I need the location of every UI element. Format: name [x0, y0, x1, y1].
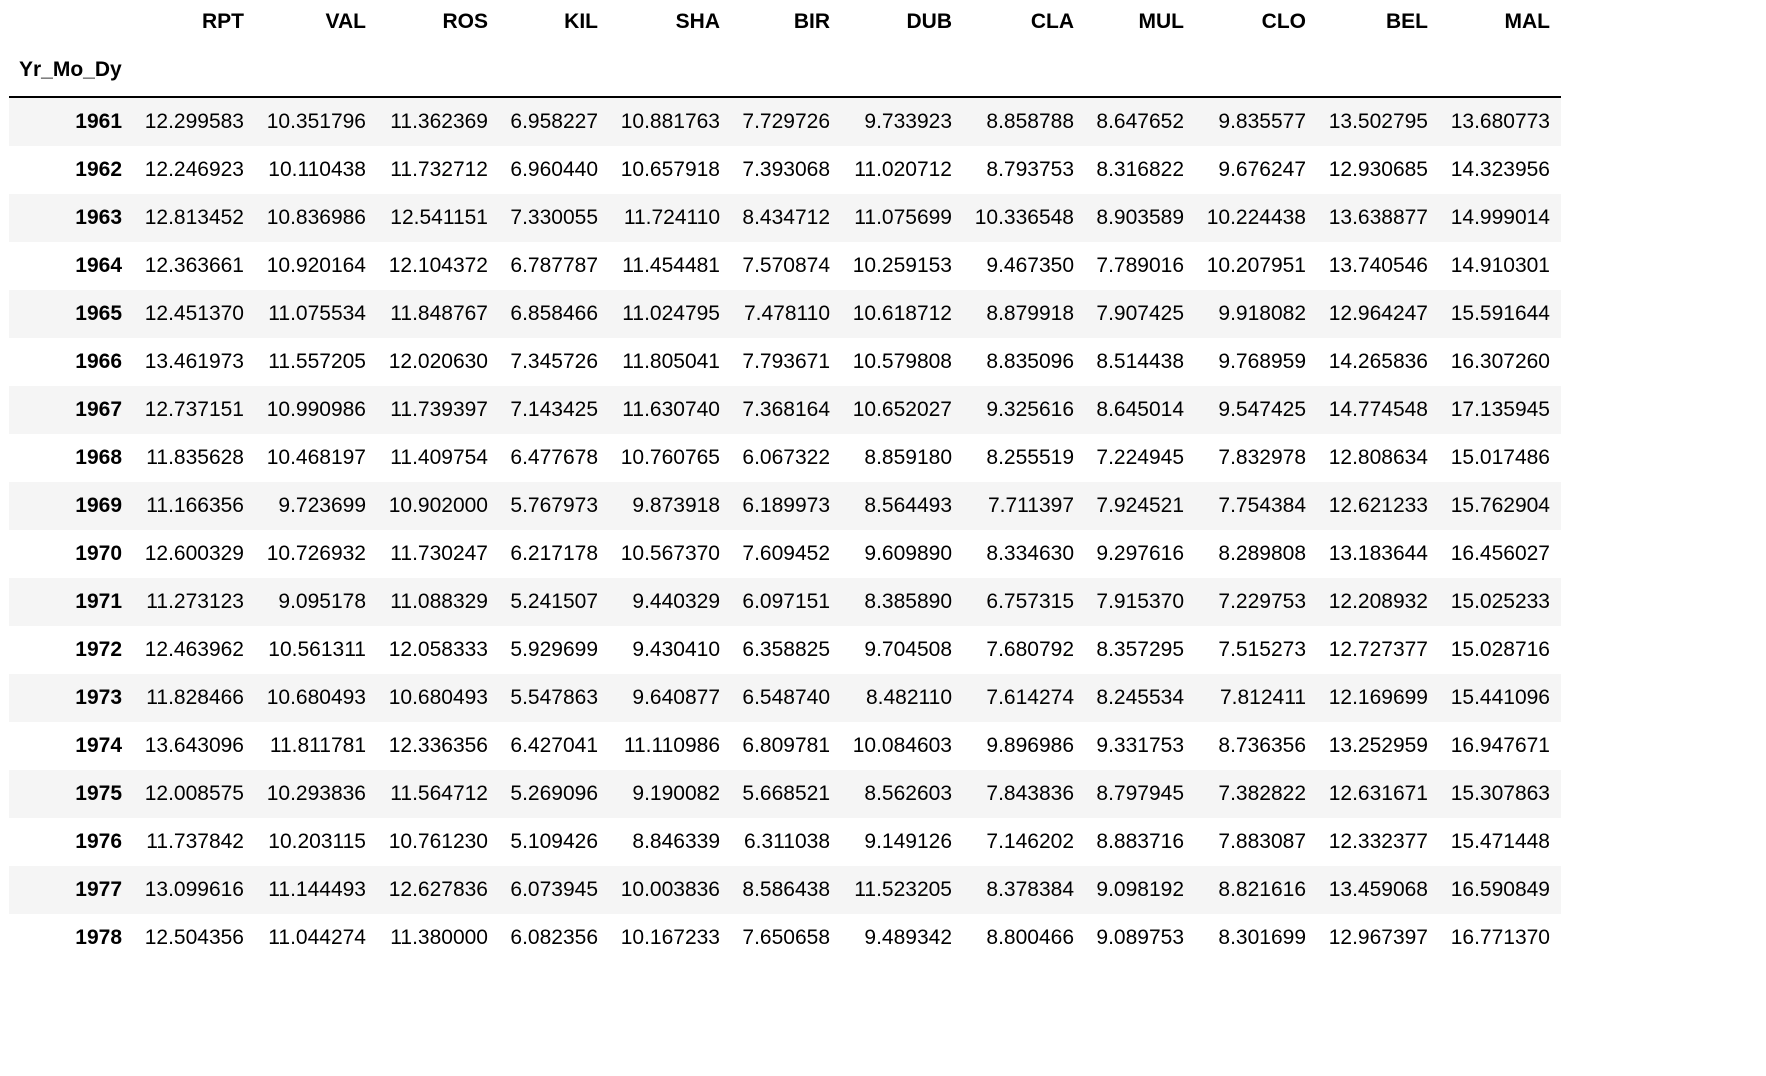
table-cell-cla: 8.334630 [986, 542, 1074, 565]
table-cell-mal: 14.323956 [1450, 158, 1550, 181]
table-cell-val: 11.144493 [268, 878, 366, 901]
table-row [9, 290, 1561, 338]
table-cell-mul: 8.645014 [1096, 398, 1184, 421]
table-cell-bir: 6.311038 [743, 830, 830, 853]
table-cell-mul: 9.089753 [1096, 926, 1184, 949]
table-cell-val: 10.836986 [266, 206, 366, 229]
table-cell-val: 10.561311 [268, 638, 366, 661]
table-cell-bir: 7.609452 [742, 542, 830, 565]
table-cell-bir: 7.570874 [742, 254, 830, 277]
table-cell-dub: 10.652027 [852, 398, 952, 421]
index-header-spacer [609, 44, 731, 97]
table-cell-cla: 7.843836 [986, 782, 1074, 805]
table-cell-bir: 6.097151 [742, 590, 830, 613]
column-header-mal: MAL [1504, 10, 1550, 33]
table-cell-mal: 15.471448 [1450, 830, 1550, 853]
table-cell-val: 10.680493 [266, 686, 366, 709]
row-index: 1975 [75, 782, 122, 805]
table-cell-kil: 5.269096 [510, 782, 598, 805]
table-cell-val: 10.468197 [266, 446, 366, 469]
table-cell-dub: 9.733923 [864, 110, 952, 133]
table-cell-clo: 9.547425 [1218, 398, 1306, 421]
table-cell-val: 11.075534 [268, 302, 366, 325]
table-cell-bir: 8.586438 [742, 878, 830, 901]
table-cell-kil: 6.217178 [510, 542, 598, 565]
table-cell-rpt: 12.600329 [144, 542, 244, 565]
table-cell-bel: 13.638877 [1328, 206, 1428, 229]
table-cell-dub: 8.385890 [864, 590, 952, 613]
table-cell-mal: 14.910301 [1450, 254, 1550, 277]
table-cell-sha: 9.430410 [632, 638, 720, 661]
table-cell-val: 11.044274 [268, 926, 366, 949]
index-header-spacer [731, 44, 841, 97]
table-cell-val: 11.557205 [268, 350, 366, 373]
table-cell-mul: 9.098192 [1096, 878, 1184, 901]
table-cell-ros: 10.680493 [388, 686, 488, 709]
table-cell-ros: 12.541151 [390, 206, 488, 229]
table-row [9, 386, 1561, 434]
table-cell-mal: 15.028716 [1450, 638, 1550, 661]
table-cell-rpt: 11.828466 [146, 686, 244, 709]
table-cell-dub: 9.149126 [864, 830, 952, 853]
table-row [9, 674, 1561, 722]
table-row [9, 482, 1561, 530]
table-cell-kil: 7.345726 [510, 350, 598, 373]
table-cell-bel: 12.332377 [1328, 830, 1428, 853]
table-cell-sha: 9.640877 [632, 686, 720, 709]
table-cell-kil: 5.547863 [510, 686, 598, 709]
table-cell-ros: 11.730247 [390, 542, 488, 565]
table-cell-bel: 14.265836 [1328, 350, 1428, 373]
table-row [9, 434, 1561, 482]
table-cell-cla: 7.146202 [986, 830, 1074, 853]
table-cell-clo: 7.515273 [1218, 638, 1306, 661]
table-cell-ros: 12.104372 [388, 254, 488, 277]
row-index: 1976 [75, 830, 122, 853]
table-cell-rpt: 12.008575 [144, 782, 244, 805]
table-cell-kil: 6.787787 [510, 254, 598, 277]
table-cell-bel: 13.459068 [1328, 878, 1428, 901]
row-index: 1968 [75, 446, 122, 469]
table-cell-kil: 6.958227 [510, 110, 598, 133]
index-header-spacer [133, 44, 255, 97]
table-cell-rpt: 12.737151 [144, 398, 244, 421]
table-cell-ros: 11.739397 [390, 398, 488, 421]
row-index: 1970 [75, 542, 122, 565]
table-cell-mal: 15.441096 [1450, 686, 1550, 709]
table-cell-val: 10.990986 [266, 398, 366, 421]
table-cell-bel: 13.183644 [1328, 542, 1428, 565]
table-cell-sha: 10.881763 [620, 110, 720, 133]
table-cell-dub: 8.482110 [865, 686, 952, 709]
index-header-spacer [1317, 44, 1439, 97]
table-cell-sha: 10.657918 [620, 158, 720, 181]
table-cell-rpt: 11.835628 [146, 446, 244, 469]
table-cell-bel: 12.631671 [1328, 782, 1428, 805]
table-cell-mal: 16.771370 [1450, 926, 1550, 949]
table-cell-bir: 6.067322 [742, 446, 830, 469]
table-cell-cla: 9.896986 [986, 734, 1074, 757]
table-cell-ros: 10.902000 [388, 494, 488, 517]
table-cell-rpt: 13.461973 [144, 350, 244, 373]
table-cell-cla: 7.680792 [986, 638, 1074, 661]
table-cell-mul: 7.224945 [1096, 446, 1184, 469]
table-cell-mal: 16.590849 [1450, 878, 1550, 901]
table-row [9, 338, 1561, 386]
table-cell-clo: 7.883087 [1218, 830, 1306, 853]
table-cell-cla: 8.858788 [986, 110, 1074, 133]
table-cell-ros: 12.058333 [388, 638, 488, 661]
table-cell-mal: 16.307260 [1450, 350, 1550, 373]
table-cell-bel: 13.740546 [1328, 254, 1428, 277]
table-cell-rpt: 12.463962 [144, 638, 244, 661]
table-cell-ros: 11.409754 [390, 446, 488, 469]
index-header-spacer [1439, 44, 1561, 97]
table-header [9, 0, 1561, 97]
table-cell-bel: 14.774548 [1328, 398, 1428, 421]
table-cell-mul: 8.903589 [1096, 206, 1184, 229]
table-cell-clo: 8.289808 [1218, 542, 1306, 565]
index-header-spacer [963, 44, 1085, 97]
table-cell-sha: 10.167233 [620, 926, 720, 949]
table-cell-clo: 8.736356 [1218, 734, 1306, 757]
table-cell-clo: 7.812411 [1219, 686, 1306, 709]
table-cell-dub: 9.489342 [864, 926, 952, 949]
table-cell-bir: 6.548740 [742, 686, 830, 709]
table-cell-mal: 15.307863 [1450, 782, 1550, 805]
table-cell-bir: 7.393068 [742, 158, 830, 181]
table-cell-bir: 5.668521 [742, 782, 830, 805]
table-cell-mal: 15.591644 [1450, 302, 1550, 325]
table-cell-rpt: 11.273123 [146, 590, 244, 613]
table-cell-mul: 8.883716 [1096, 830, 1184, 853]
table-cell-clo: 7.382822 [1218, 782, 1306, 805]
table-cell-sha: 10.760765 [620, 446, 720, 469]
table-cell-kil: 5.767973 [510, 494, 598, 517]
table-cell-cla: 6.757315 [986, 590, 1074, 613]
table-cell-rpt: 11.166356 [146, 494, 244, 517]
table-cell-bel: 13.252959 [1328, 734, 1428, 757]
table-cell-mul: 8.357295 [1096, 638, 1184, 661]
table-cell-ros: 11.732712 [390, 158, 488, 181]
table-cell-bir: 7.793671 [742, 350, 830, 373]
table-cell-dub: 11.020712 [854, 158, 952, 181]
index-header-spacer [377, 44, 499, 97]
table-row [9, 818, 1561, 866]
table-cell-rpt: 12.299583 [144, 110, 244, 133]
column-header-bir: BIR [793, 10, 830, 33]
index-header-spacer [1195, 44, 1317, 97]
table-cell-bel: 12.808634 [1328, 446, 1428, 469]
table-cell-val: 10.203115 [268, 830, 366, 853]
table-cell-mul: 7.924521 [1096, 494, 1184, 517]
table-cell-clo: 7.229753 [1218, 590, 1306, 613]
table-cell-clo: 7.832978 [1218, 446, 1306, 469]
table-row [9, 97, 1561, 146]
table-cell-mal: 13.680773 [1450, 110, 1550, 133]
table-cell-val: 10.920164 [266, 254, 366, 277]
row-index: 1974 [75, 734, 122, 757]
table-row [9, 722, 1561, 770]
table-cell-mal: 17.135945 [1450, 398, 1550, 421]
table-cell-ros: 12.020630 [388, 350, 488, 373]
table-cell-clo: 10.207951 [1206, 254, 1306, 277]
row-index: 1964 [75, 254, 122, 277]
dataframe-table [9, 0, 1561, 962]
table-cell-clo: 9.768959 [1218, 350, 1306, 373]
table-cell-dub: 8.562603 [864, 782, 952, 805]
table-cell-bir: 6.189973 [742, 494, 830, 517]
table-cell-sha: 9.190082 [632, 782, 720, 805]
table-cell-sha: 9.440329 [632, 590, 720, 613]
column-header-rpt: RPT [202, 10, 244, 33]
table-cell-clo: 9.676247 [1218, 158, 1306, 181]
table-cell-mal: 14.999014 [1450, 206, 1550, 229]
index-header-spacer [1085, 44, 1195, 97]
table-cell-bir: 7.368164 [742, 398, 830, 421]
table-row [9, 530, 1561, 578]
table-cell-cla: 9.325616 [986, 398, 1074, 421]
table-cell-dub: 9.704508 [864, 638, 952, 661]
table-cell-clo: 8.821616 [1218, 878, 1306, 901]
table-cell-ros: 10.761230 [388, 830, 488, 853]
table-cell-ros: 12.336356 [388, 734, 488, 757]
table-cell-dub: 8.859180 [864, 446, 952, 469]
column-header-bel: BEL [1386, 10, 1428, 33]
row-index: 1971 [75, 590, 122, 613]
table-cell-kil: 7.143425 [510, 398, 598, 421]
table-row [9, 242, 1561, 290]
row-index: 1961 [75, 110, 122, 133]
table-cell-mal: 15.017486 [1450, 446, 1550, 469]
row-index: 1969 [75, 494, 122, 517]
table-cell-dub: 10.579808 [852, 350, 952, 373]
table-cell-mul: 8.245534 [1096, 686, 1184, 709]
table-cell-ros: 11.380000 [390, 926, 488, 949]
table-cell-kil: 6.082356 [510, 926, 598, 949]
table-cell-bel: 12.621233 [1328, 494, 1428, 517]
row-index: 1965 [75, 302, 122, 325]
table-cell-bel: 12.967397 [1328, 926, 1428, 949]
column-header-dub: DUB [906, 10, 952, 33]
column-header-kil: KIL [564, 10, 598, 33]
table-cell-cla: 8.800466 [986, 926, 1074, 949]
table-cell-cla: 7.711397 [987, 494, 1074, 517]
table-cell-dub: 10.259153 [852, 254, 952, 277]
table-cell-bel: 12.169699 [1328, 686, 1428, 709]
table-cell-kil: 5.929699 [510, 638, 598, 661]
column-header-cla: CLA [1030, 10, 1074, 33]
table-cell-dub: 8.564493 [864, 494, 952, 517]
column-header-sha: SHA [675, 10, 720, 33]
index-header-spacer [255, 44, 377, 97]
table-cell-rpt: 12.451370 [144, 302, 244, 325]
table-cell-clo: 9.835577 [1218, 110, 1306, 133]
table-cell-rpt: 12.363661 [144, 254, 244, 277]
table-cell-bel: 12.964247 [1328, 302, 1428, 325]
table-cell-kil: 6.960440 [510, 158, 598, 181]
table-cell-sha: 11.630740 [622, 398, 720, 421]
table-cell-cla: 8.255519 [986, 446, 1074, 469]
table-cell-sha: 11.024795 [622, 302, 720, 325]
table-cell-cla: 8.793753 [986, 158, 1074, 181]
table-cell-bir: 8.434712 [742, 206, 830, 229]
table-cell-sha: 11.110986 [623, 734, 720, 757]
corner-cell [9, 0, 133, 44]
table-cell-bel: 12.930685 [1328, 158, 1428, 181]
table-cell-mul: 8.514438 [1096, 350, 1184, 373]
index-header-row [9, 44, 1561, 97]
table-cell-mul: 7.907425 [1096, 302, 1184, 325]
row-index: 1963 [75, 206, 122, 229]
table-cell-bel: 13.502795 [1328, 110, 1428, 133]
column-header-mul: MUL [1138, 10, 1184, 33]
row-index: 1967 [75, 398, 122, 421]
index-header-spacer [499, 44, 609, 97]
table-cell-bel: 12.208932 [1328, 590, 1428, 613]
table-cell-kil: 6.858466 [510, 302, 598, 325]
table-cell-val: 10.110438 [268, 158, 366, 181]
table-row [9, 866, 1561, 914]
table-row [9, 194, 1561, 242]
table-cell-clo: 8.301699 [1218, 926, 1306, 949]
table-cell-cla: 7.614274 [986, 686, 1074, 709]
table-cell-dub: 11.075699 [854, 206, 952, 229]
table-cell-dub: 10.084603 [852, 734, 952, 757]
table-cell-bir: 7.650658 [742, 926, 830, 949]
table-cell-rpt: 12.246923 [144, 158, 244, 181]
table-cell-sha: 8.846339 [632, 830, 720, 853]
table-cell-bir: 7.729726 [742, 110, 830, 133]
table-cell-mal: 15.025233 [1450, 590, 1550, 613]
table-cell-ros: 11.848767 [390, 302, 488, 325]
table-cell-dub: 11.523205 [854, 878, 952, 901]
column-header-val: VAL [325, 10, 366, 33]
table-cell-val: 10.293836 [266, 782, 366, 805]
table-cell-sha: 10.567370 [620, 542, 720, 565]
table-cell-cla: 10.336548 [974, 206, 1074, 229]
table-cell-mal: 16.947671 [1450, 734, 1550, 757]
table-cell-mul: 8.316822 [1096, 158, 1184, 181]
table-row [9, 914, 1561, 962]
table-cell-kil: 5.241507 [510, 590, 598, 613]
table-cell-mul: 7.789016 [1096, 254, 1184, 277]
table-cell-cla: 8.378384 [986, 878, 1074, 901]
index-name: Yr_Mo_Dy [9, 44, 133, 97]
table-cell-rpt: 13.099616 [144, 878, 244, 901]
table-cell-sha: 11.805041 [622, 350, 720, 373]
column-header-ros: ROS [442, 10, 488, 33]
table-cell-cla: 9.467350 [986, 254, 1074, 277]
table-cell-bel: 12.727377 [1328, 638, 1428, 661]
table-cell-val: 10.351796 [266, 110, 366, 133]
table-row [9, 626, 1561, 674]
table-cell-kil: 5.109426 [510, 830, 598, 853]
table-cell-clo: 7.754384 [1218, 494, 1306, 517]
table-cell-dub: 10.618712 [852, 302, 952, 325]
row-index: 1978 [75, 926, 122, 949]
table-cell-mul: 8.647652 [1096, 110, 1184, 133]
table-row [9, 146, 1561, 194]
table-cell-cla: 8.835096 [986, 350, 1074, 373]
row-index: 1962 [75, 158, 122, 181]
row-index: 1966 [75, 350, 122, 373]
table-row [9, 770, 1561, 818]
table-cell-sha: 9.873918 [632, 494, 720, 517]
table-cell-sha: 10.003836 [620, 878, 720, 901]
column-header-row [9, 0, 1561, 44]
table-cell-rpt: 12.504356 [144, 926, 244, 949]
table-cell-rpt: 13.643096 [144, 734, 244, 757]
table-cell-bir: 6.809781 [742, 734, 830, 757]
table-cell-kil: 6.073945 [510, 878, 598, 901]
table-body [9, 97, 1561, 962]
table-cell-dub: 9.609890 [864, 542, 952, 565]
table-cell-mul: 7.915370 [1096, 590, 1184, 613]
column-header-clo: CLO [1261, 10, 1306, 33]
table-cell-cla: 8.879918 [986, 302, 1074, 325]
row-index: 1977 [75, 878, 122, 901]
table-cell-mul: 9.331753 [1096, 734, 1184, 757]
table-cell-ros: 12.627836 [388, 878, 488, 901]
row-index: 1972 [75, 638, 122, 661]
table-cell-val: 11.811781 [269, 734, 366, 757]
table-cell-val: 9.723699 [278, 494, 366, 517]
table-cell-clo: 10.224438 [1206, 206, 1306, 229]
table-cell-rpt: 11.737842 [146, 830, 244, 853]
table-cell-val: 9.095178 [278, 590, 366, 613]
table-row [9, 578, 1561, 626]
table-cell-kil: 6.477678 [510, 446, 598, 469]
table-cell-mul: 8.797945 [1096, 782, 1184, 805]
table-cell-clo: 9.918082 [1218, 302, 1306, 325]
table-cell-kil: 6.427041 [510, 734, 598, 757]
table-cell-bir: 7.478110 [743, 302, 830, 325]
table-cell-val: 10.726932 [266, 542, 366, 565]
table-cell-ros: 11.564712 [390, 782, 488, 805]
table-cell-kil: 7.330055 [510, 206, 598, 229]
table-cell-bir: 6.358825 [742, 638, 830, 661]
table-cell-rpt: 12.813452 [144, 206, 244, 229]
row-index: 1973 [75, 686, 122, 709]
table-cell-mal: 16.456027 [1450, 542, 1550, 565]
table-cell-mul: 9.297616 [1096, 542, 1184, 565]
index-header-spacer [841, 44, 963, 97]
table-cell-sha: 11.454481 [622, 254, 720, 277]
table-cell-mal: 15.762904 [1450, 494, 1550, 517]
table-cell-ros: 11.362369 [390, 110, 488, 133]
table-cell-sha: 11.724110 [623, 206, 720, 229]
table-cell-ros: 11.088329 [390, 590, 488, 613]
